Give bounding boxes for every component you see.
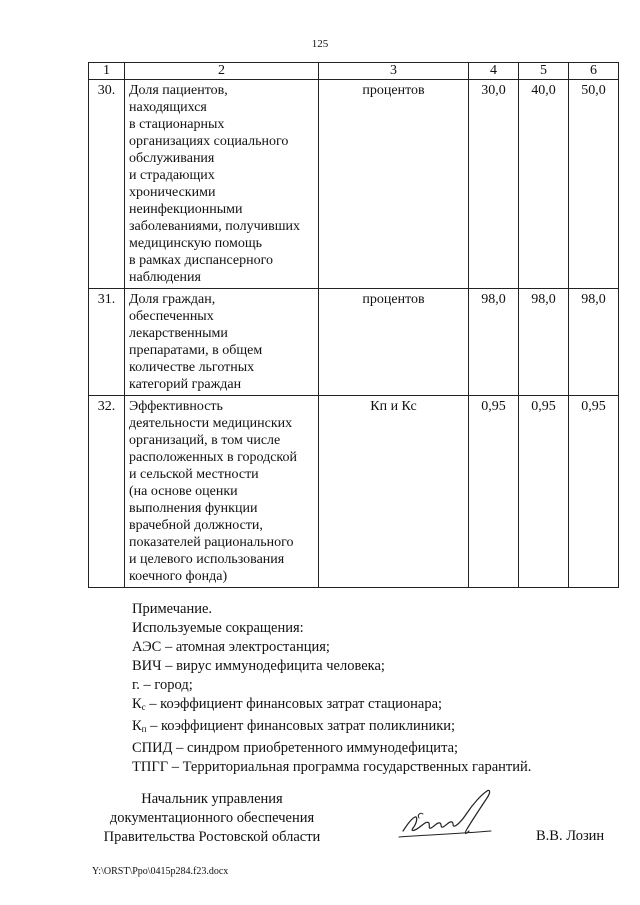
value-cell: 30,0 <box>469 80 519 289</box>
indicators-table <box>88 62 619 588</box>
table-row <box>89 396 619 588</box>
indicator-name-line: выполнения функции <box>129 501 258 516</box>
abbreviation-item: ВИЧ – вирус иммунодефицита человека; <box>132 658 385 674</box>
indicator-name-line: деятельности медицинских <box>129 416 293 431</box>
column-header: 2 <box>125 63 319 80</box>
abbreviation-letter: К <box>132 718 142 734</box>
indicator-name-line: лекарственными <box>129 326 228 341</box>
indicator-name-line: в стационарных <box>129 117 225 132</box>
indicator-name-line: Доля пациентов, <box>129 83 228 98</box>
indicator-name-line: в рамках диспансерного <box>129 253 273 268</box>
unit-cell: процентов <box>319 289 469 396</box>
abbreviation-subscript: с <box>141 702 146 712</box>
indicator-name-line: организациях социального <box>129 134 289 149</box>
indicator-name <box>125 289 319 396</box>
indicator-name-line: находящихся <box>129 100 207 115</box>
indicator-name-line: и сельской местности <box>129 467 259 482</box>
indicator-name-line: врачебной должности, <box>129 518 263 533</box>
unit-cell: Кп и Кс <box>319 396 469 588</box>
indicator-name-line: категорий граждан <box>129 377 242 392</box>
signer-position <box>92 790 332 847</box>
indicator-name-line: количестве льготных <box>129 360 255 375</box>
indicator-name-line: расположенных в городской <box>129 450 297 465</box>
value-cell: 40,0 <box>519 80 569 289</box>
table-header-row <box>89 63 619 80</box>
file-path: Y:\ORST\Ppo\0415p284.f23.docx <box>92 866 229 877</box>
indicator-name-line: организаций, в том числе <box>129 433 281 448</box>
table-row <box>89 289 619 396</box>
indicator-name-line: коечного фонда) <box>129 569 228 584</box>
indicator-name-line: неинфекционными <box>129 202 243 217</box>
indicator-name-line: хроническими <box>129 185 216 200</box>
column-header: 5 <box>519 63 569 80</box>
indicator-name-line: медицинскую помощь <box>129 236 263 251</box>
column-header: 4 <box>469 63 519 80</box>
row-number: 31. <box>89 289 125 396</box>
indicator-name-line: и страдающих <box>129 168 215 183</box>
signer-position-line: Правительства Ростовской области <box>103 829 321 845</box>
column-header: 3 <box>319 63 469 80</box>
abbreviation-item-kp <box>132 717 602 739</box>
abbreviation-subscript: п <box>141 724 147 734</box>
value-cell: 98,0 <box>569 289 619 396</box>
value-cell: 98,0 <box>519 289 569 396</box>
abbreviation-text: – коэффициент финансовых затрат стационара; <box>145 696 443 712</box>
abbreviation-letter: К <box>132 696 142 712</box>
unit-cell: процентов <box>319 80 469 289</box>
indicator-name-line: заболеваниями, получивших <box>129 219 301 234</box>
abbreviation-text: – коэффициент финансовых затрат поликлиники; <box>146 718 456 734</box>
abbreviation-item: СПИД – синдром приобретенного иммунодефицита; <box>132 740 459 756</box>
row-number: 32. <box>89 396 125 588</box>
table-row <box>89 80 619 289</box>
notes-title: Примечание. <box>132 601 213 617</box>
indicator-name-line: обеспеченных <box>129 309 214 324</box>
indicator-name-line: (на основе оценки <box>129 484 238 499</box>
signer-name: В.В. Лозин <box>536 828 605 844</box>
indicator-name-line: Эффективность <box>129 399 223 414</box>
abbreviation-item-kc <box>132 695 602 717</box>
abbreviation-item: АЭС – атомная электростанция; <box>132 639 330 655</box>
indicator-name-line: препаратами, в общем <box>129 343 263 358</box>
column-header: 6 <box>569 63 619 80</box>
row-number: 30. <box>89 80 125 289</box>
indicator-name <box>125 80 319 289</box>
signer-position-line: Начальник управления <box>141 791 283 807</box>
abbreviation-item: ТПГГ – Территориальная программа государственных гарантий. <box>132 759 532 775</box>
value-cell: 0,95 <box>469 396 519 588</box>
value-cell: 0,95 <box>569 396 619 588</box>
value-cell: 98,0 <box>469 289 519 396</box>
page-number: 125 <box>311 38 329 50</box>
column-header: 1 <box>89 63 125 80</box>
value-cell: 50,0 <box>569 80 619 289</box>
notes-section <box>132 600 602 777</box>
indicator-name-line: наблюдения <box>129 270 201 285</box>
indicator-name-line: Доля граждан, <box>129 292 216 307</box>
indicator-name-line: обслуживания <box>129 151 215 166</box>
signer-position-line: документационного обеспечения <box>109 810 315 826</box>
notes-subtitle: Используемые сокращения: <box>132 620 304 636</box>
value-cell: 0,95 <box>519 396 569 588</box>
indicator-name <box>125 396 319 588</box>
handwritten-signature <box>395 785 510 847</box>
abbreviation-item: г. – город; <box>132 677 193 693</box>
indicator-name-line: показателей рационального <box>129 535 294 550</box>
indicator-name-line: и целевого использования <box>129 552 285 567</box>
